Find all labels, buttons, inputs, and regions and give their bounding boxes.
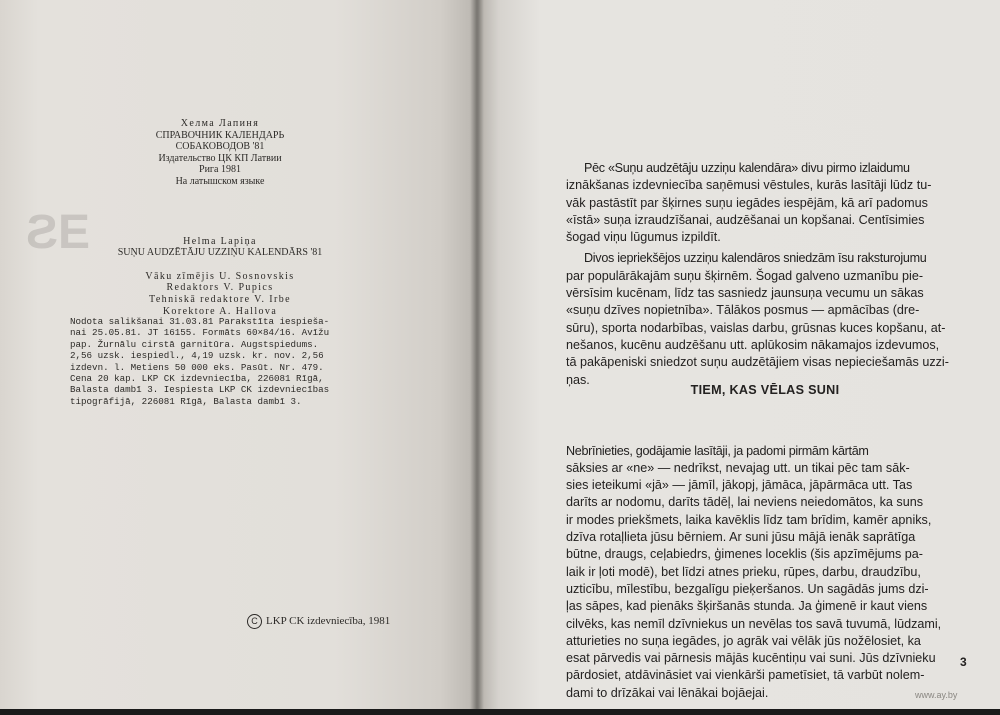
details-line: Cena 20 kap. LKP CK izdevniecība, 226081 Rīgā, [70,373,324,385]
left-page [0,0,478,709]
ru-author: Хелма Лапиня [180,118,260,129]
credit-proofreader: Korektore A. Hallova [162,305,278,317]
text-line: sūru), sporta nodarbības, vaislas darbu, grūsnas kuces kopšanu, at- [566,320,946,335]
text-line: sāksies ar «ne» — nedrīkst, nevajag utt. un tikai pēc tam sāk- [566,460,910,475]
intro-text [566,160,964,389]
text-line: vērsīsim kucēnam, līdz tas sasniedz jaunsuņa vecumu un sākas [566,286,924,301]
text-line: cilvēks, kas nemīl dzīvniekus un nevēlas tos savā tuvumā, lūdzami, [566,616,942,631]
show-through-lettering: ƎS [25,206,90,259]
text-line: esat pārvedis vai pārnesis mājās kucēntiņu vai suni. Jūs dzīvnieku [566,651,936,666]
text-line: ir modes priekšmets, laika kavēklis līdz tam brīdim, kamēr apniks, [566,512,932,527]
copyright-icon: C [247,614,262,629]
ru-title-line-1: СПРАВОЧНИК КАЛЕНДАРЬ [155,129,285,141]
text-line: pārdosiet, atdāvināsiet vai vienkārši pametīsiet, tā varbūt nolem- [566,668,925,683]
page-number: 3 [960,655,967,669]
text-line: darīts ar nodomu, darīts tādēļ, lai neviens neiedomātos, ka suns [566,495,924,510]
text-line: Divos iepriekšējos uzziņu kalendāros sniedzām īsu raksturojumu [584,251,927,266]
text-line: dami to drīzākai vai lēnākai bojāejai. [566,685,769,700]
ru-language-note: На латышском языке [175,175,265,187]
text-line: par populārākajām suņu šķirnēm. Šogad galveno uzmanību pie- [566,268,924,283]
publication-details [70,316,376,407]
copyright-line [247,614,390,629]
text-line: tā pakāpeniski sniedzot suņu audzētājiem visas nepieciešamās uzzi- [566,355,949,370]
book-gutter [470,0,484,709]
text-line: uzticību, mīlestību, bezgalīgu pieķeršanos. Un sagādās jums dzi- [566,581,929,596]
details-line: 2,56 uzsk. iespiedl., 4,19 uzsk. kr. nov. 2,56 [70,350,324,362]
ru-city-year: Рига 1981 [199,164,241,176]
intro-paragraph-1 [566,160,964,246]
text-line: ņas. [566,372,590,387]
text-line: šogad viņu lūgumus izpildīt. [566,230,721,245]
text-line: atturieties no suņa iegādes, jo agrāk vai vēlāk jūs nožēlosiet, ka [566,633,921,648]
text-line: laik ir ļoti modē), bet līdzi atnes prieku, rūpes, darbu, draudzību, [566,564,921,579]
ru-publisher: Издательство ЦК КП Латвии [158,152,282,164]
text-line: sies ieteikumi «jā» — jāmīl, jākopj, jāmāca, jāpārmāca utt. Tas [566,478,913,493]
lv-author: Helma Lapiņa [183,235,257,247]
credit-cover: Vāku zīmējis U. Sosnovskis [145,270,295,282]
text-line: vāk pastāstīt par šķirnes suņu iegādes iespējām, kā arī padomus [566,195,928,210]
intro-paragraph-2 [566,250,964,388]
main-text [566,430,964,715]
details-line: Nodota salikšanai 31.03.81 Parakstīta iespieša- [70,316,330,327]
watermark: www.ay.by [915,690,958,700]
imprint-block [70,118,370,317]
details-line: nai 25.05.81. JT 16155. Formāts 60×84/16. Avīžu [70,327,330,339]
lv-title: SUŅU AUDZĒTĀJU UZZIŅU KALENDĀRS '81 [117,247,323,259]
text-line: «īstā» suņa izraudzīšanai, audzēšanai un kopšanai. Centīsimies [566,212,925,227]
text-line: «suņu dzīves nopietnība». Tālākos posmus — apmācības (dre- [566,303,920,318]
text-line: ļas sāpes, kad pienāks šķiršanās stunda. Ja ģimenē ir kaut viens [566,599,928,614]
section-heading: TIEM, KAS VĒLAS SUNI [690,383,840,397]
details-line: tipogrāfijā, 226081 Rīgā, Balasta dambī 3. [70,395,302,407]
text-line: nešanos, kucēnu audzēšanu utt. aplūkosim nākamajos izdevumos, [566,337,940,352]
credit-technical-editor: Tehniskā redaktore V. Irbe [149,293,291,305]
copyright-text: LKP CK izdevniecība, 1981 [266,615,391,627]
text-line: Pēc «Suņu audzētāju uzziņu kalendāra» divu pirmo izlaidumu [584,161,910,175]
text-line: Nebrīnieties, godājamie lasītāji, ja padomi pirmām kārtām [566,443,869,458]
ru-title-line-2: СОБАКОВОДОВ '81 [175,141,265,153]
details-line: Balasta dambī 3. Iespiesta LKP CK izdevniecības [70,384,330,396]
main-paragraph [566,443,964,702]
details-line: izdevn. l. Metiens 50 000 eks. Pasūt. Nr. 479. [70,361,324,373]
text-line: dzīva rotaļlieta jūsu bērniem. Ar suni jūsu mājā ienāk saprātīga [566,530,916,545]
credit-editor: Redaktors V. Pupics [166,282,274,294]
text-line: būtne, draugs, ceļabiedrs, ģimenes loceklis (šis apzīmējums pa- [566,547,923,562]
text-line: iznākšanas izdevniecība saņēmusi vēstules, kurās lasītāji lūdz tu- [566,178,932,193]
details-line: pap. Žurnālu cirstā garnitūra. Augstspiedums. [70,338,319,350]
